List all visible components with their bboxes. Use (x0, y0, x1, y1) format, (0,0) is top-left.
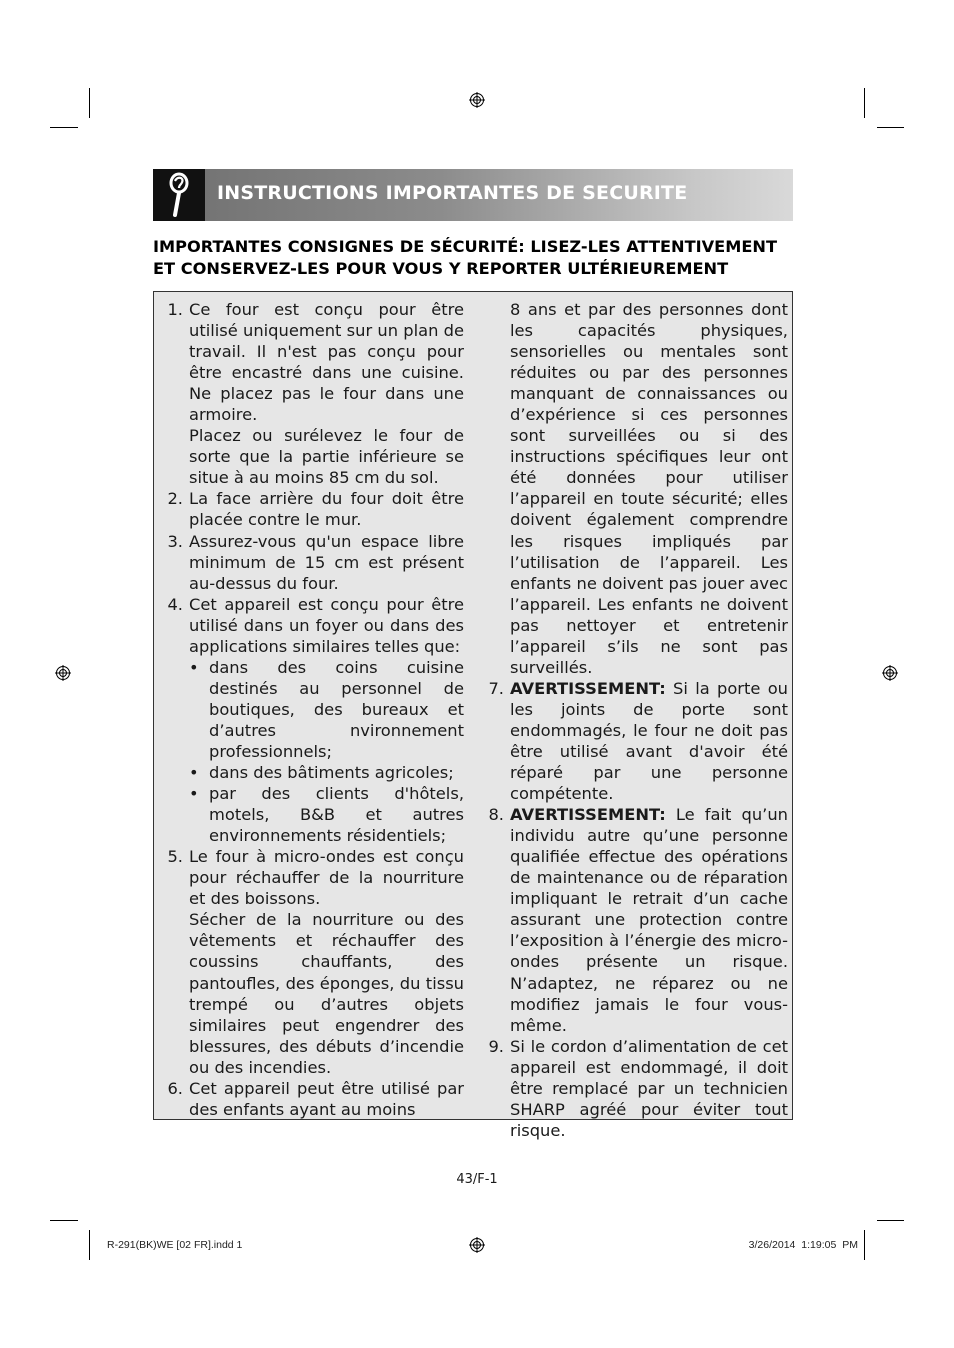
item-6-continuation: 8 ans et par des personnes dont les capacités physiques, sensorielles ou mentales sont réduites ou par des personnes manquant de connaissances ou d’expérience si ces personnes sont surveillées ou si des instructions spécifiques leur ont été données pour utiliser l’appareil en toute sécurité; elles doivent également comprendre les risques impliqués par l’utilisation de l’appareil. Les enfants ne doivent pas jouer avec l’appareil. Les enfants ne doivent pas nettoyer et entretenir l’appareil s’ils ne sont pas surveillés. (510, 300, 788, 677)
instruction-item-9 (482, 1036, 788, 1141)
item-text: Si la porte ou les joints de porte sont endommagés, le four ne doit pas être utilisé avant d'avoir été réparé par une personne compétente. (510, 678, 788, 804)
footer-date: 3/26/2014 (748, 1239, 796, 1251)
registration-mark-icon (882, 665, 898, 681)
subheading-line: IMPORTANTES CONSIGNES DE SÉCURITÉ: LISEZ-LES ATTENTIVEMENT (153, 237, 777, 256)
item-number: 1. (167, 300, 183, 319)
section-title: INSTRUCTIONS IMPORTANTES DE SECURITE (217, 182, 688, 204)
crop-mark (864, 1230, 865, 1260)
crop-mark (50, 127, 78, 128)
section-banner (153, 169, 793, 221)
instruction-item-6 (161, 1078, 464, 1120)
warning-label: AVERTISSEMENT: (510, 678, 666, 698)
item-text: La face arrière du four doit être placée contre le mur. (189, 489, 464, 530)
crop-mark (877, 127, 904, 128)
footer-timestamp (749, 1239, 858, 1251)
instruction-item-8 (482, 804, 788, 1036)
item-text: Sécher de la nourriture ou des vêtements et réchauffer des coussins chauffants, des pantoufles, des éponges, du tissu trempé ou d’autres objets similaires peut engendrer des blessures, des débuts d’incendie ou des incendies. (189, 910, 464, 1077)
item-number: 2. (167, 489, 183, 509)
item-number: 9. (488, 1036, 504, 1056)
item-text: Ce four est conçu pour être utilisé uniquement sur un plan de travail. Il n'est pas conçu pour être encastré dans une cuisine. Ne placez pas le four dans une armoire. (189, 300, 464, 425)
footer-filename: R-291(BK)WE [02 FR].indd 1 (107, 1239, 243, 1251)
list-item: • par des clients d'hôtels, motels, B&B et autres environnements résidentiels; (189, 784, 464, 846)
list-item: • dans des coins cuisine destinés au personnel de boutiques, des bureaux et d’autres nvironnement professionnels; (189, 657, 464, 761)
crop-mark (877, 1220, 904, 1221)
right-column (482, 299, 788, 1141)
item-number: 5. (167, 847, 183, 867)
registration-mark-icon (469, 92, 485, 108)
bullet-list (189, 657, 464, 846)
item-number: 3. (167, 531, 183, 551)
item-text: Cet appareil peut être utilisé par des enfants ayant au moins (189, 1078, 464, 1119)
instruction-item-5 (161, 846, 464, 1078)
item-number: 8. (488, 805, 504, 825)
info-icon (153, 169, 205, 221)
registration-mark-icon (55, 665, 71, 681)
instruction-item-1 (161, 299, 464, 488)
instruction-item-3 (161, 531, 464, 594)
subheading-line: ET CONSERVEZ-LES POUR VOUS Y REPORTER ULTÉRIEUREMENT (153, 259, 729, 278)
item-number: 6. (167, 1078, 183, 1098)
crop-mark (50, 1220, 78, 1221)
item-text: Placez ou surélevez le four de sorte que la partie inférieure se situe à au moins 85 cm du sol. (189, 426, 464, 488)
footer-time: 1:19:05 PM (801, 1239, 858, 1251)
left-column (161, 299, 464, 1120)
instruction-item-2 (161, 488, 464, 530)
item-text: Le four à micro-ondes est conçu pour réchauffer de la nourriture et des boissons. (189, 847, 464, 909)
item-text: Cet appareil est conçu pour être utilisé dans un foyer ou dans des applications similaires telles que: (189, 594, 464, 656)
item-text: Le fait qu’un individu autre qu’une personne qualifiée effectue des opérations de maintenance ou de réparation impliquant le retrait d’un cache assurant une protection contre l’exposition à l’énergie des micro-ondes présente un risque. N’adaptez, ne réparez ou ne modifiez jamais le four vous-même. (510, 805, 788, 1035)
instructions-box (153, 291, 793, 1140)
instruction-item-4 (161, 594, 464, 847)
item-text: Assurez-vous qu'un espace libre minimum de 15 cm est présent au-dessus du four. (189, 531, 464, 593)
warning-label: AVERTISSEMENT: (510, 805, 666, 825)
item-text: Si le cordon d’alimentation de cet appareil est endommagé, il doit être remplacé par un technicien SHARP agréé pour éviter tout risque. (510, 1036, 788, 1140)
crop-mark (89, 1230, 90, 1260)
item-number: 7. (488, 678, 504, 698)
crop-mark (89, 88, 90, 118)
list-item: • dans des bâtiments agricoles; (189, 763, 454, 783)
registration-mark-icon (469, 1237, 485, 1253)
instruction-item-7 (482, 678, 788, 804)
crop-mark (864, 88, 865, 118)
item-number: 4. (167, 594, 183, 614)
page-number: 43/F-1 (456, 1172, 498, 1187)
safety-subheading (153, 236, 793, 280)
